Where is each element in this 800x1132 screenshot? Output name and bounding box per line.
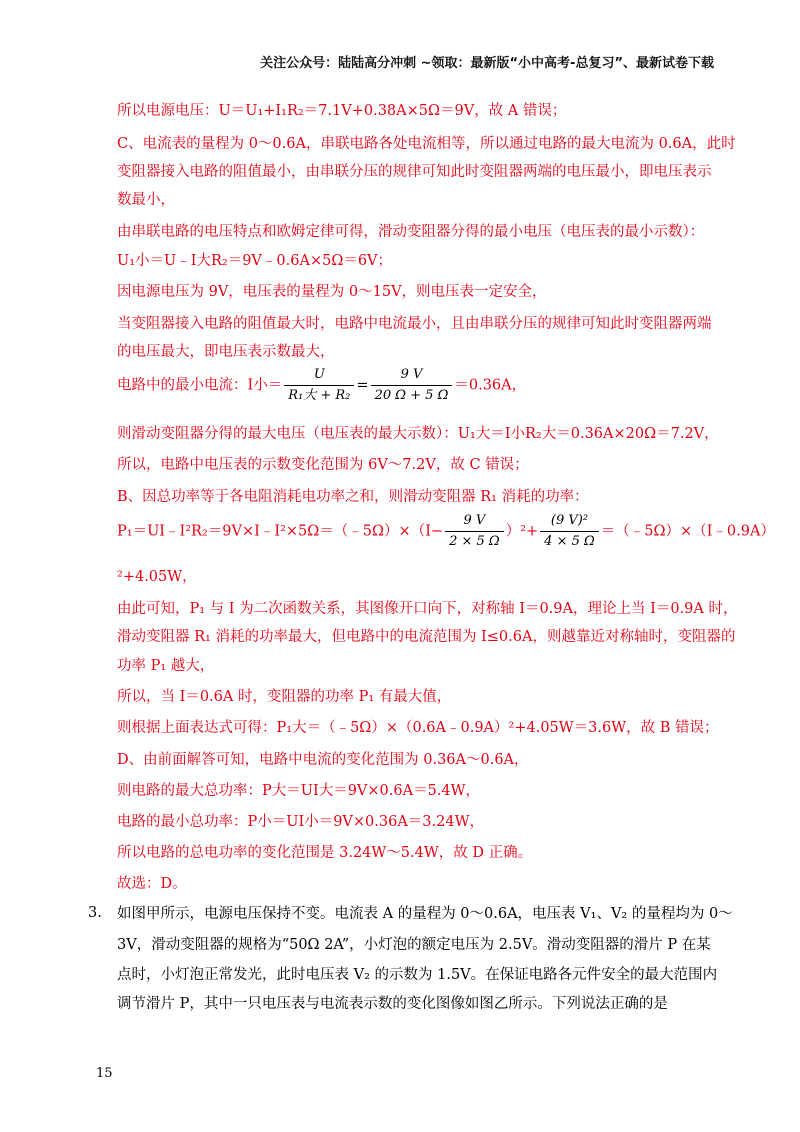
solution-line-19: 所以，当 I＝0.6A 时，变阻器的功率 P₁ 有最大值， [117, 689, 452, 705]
fraction-numerator: (9 V)² [540, 512, 599, 532]
fraction-9v-over-10 [445, 512, 504, 551]
fraction-denominator: 4 × 5 Ω [544, 534, 595, 549]
formula-prefix: P₁＝UI﹣I²R₂＝9V×I﹣I²×5Ω＝（﹣5Ω）×（I− [117, 523, 444, 540]
formula-suffix: ＝（﹣5Ω）×（I﹣0.9A） [600, 523, 775, 540]
solution-line-25: 故选：D。 [117, 876, 187, 892]
solution-line-23: 电路的最小总功率：P小＝UI小＝9V×0.36A＝3.24W， [117, 814, 484, 830]
fraction-denominator: 20 Ω + 5 Ω [374, 388, 449, 403]
solution-line-12: 所以，电路中电压表的示数变化范围为 6V～7.2V，故 C 错误； [117, 457, 529, 473]
fraction-numerator: 9 V [371, 366, 453, 386]
fraction-u-over-r [284, 366, 354, 405]
solution-line-15: ²+4.05W， [117, 569, 197, 585]
page-number: 15 [96, 1066, 113, 1081]
solution-line-9: 的电压最大，即电压表示数最大， [117, 344, 335, 360]
solution-line-8: 当变阻器接入电路的阻值最大时，电路中电流最小，且由串联分压的规律可知此时变阻器两端 [117, 316, 712, 332]
power-formula [117, 512, 775, 551]
solution-line-1: 所以电源电压：U＝U₁+I₁R₂＝7.1V+0.38A×5Ω＝9V，故 A 错误； [117, 103, 567, 119]
solution-line-17: 滑动变阻器 R₁ 消耗的功率最大，但电路中的电流范围为 I≤0.6A，则越靠近对称轴时，变阻器的 [117, 629, 736, 645]
fraction-denominator: R₁大 + R₂ [288, 388, 351, 403]
fraction-numerator: 9 V [445, 512, 504, 532]
page-header: 关注公众号：陆陆高分冲刺 ~领取：最新版“小中高考-总复习”、最新试卷下载 [260, 56, 714, 71]
formula-suffix: ＝0.36A， [454, 377, 527, 394]
formula-prefix: 电路中的最小电流：I小＝ [117, 377, 283, 394]
question-line-4: 调节滑片 P，其中一只电压表与电流表示数的变化图像如图乙所示。下列说法正确的是 [117, 996, 668, 1012]
solution-line-22: 则电路的最大总功率：P大＝UI大＝9V×0.6A＝5.4W， [117, 783, 481, 799]
fraction-numerator: U [284, 366, 354, 386]
solution-line-5: 由串联电路的电压特点和欧姆定律可得，滑动变阻器分得的最小电压（电压表的最小示数）： [117, 224, 705, 240]
solution-line-3: 变阻器接入电路的阻值最小，由串联分压的规律可知此时变阻器两端的电压最小，即电压表示 [117, 164, 712, 180]
solution-line-13: B、因总功率等于各电阻消耗电功率之和，则滑动变阻器 R₁ 消耗的功率： [117, 489, 589, 505]
question-line-3: 点时，小灯泡正常发光，此时电压表 V₂ 的示数为 1.5V。在保证电路各元件安全的最大范围内 [117, 967, 718, 983]
solution-line-7: 因电源电压为 9V，电压表的量程为 0～15V，则电压表一定安全， [117, 284, 547, 300]
min-current-formula: 电路中的最小电流：I小＝ $\frac{U}{\text{R₁大 + R₂}}$ = $\frac{9 V}{20 \Omega + 5 \Omega}$ ＝0.36A， [117, 367, 527, 403]
solution-line-20: 则根据上面表达式可得：P₁大＝（﹣5Ω）×（0.6A﹣0.9A）²+4.05W＝3.6W，故 B 错误； [117, 720, 719, 736]
fraction-81-over-20 [540, 512, 599, 551]
solution-line-4: 数最小， [117, 192, 175, 208]
solution-line-18: 功率 P₁ 越大， [117, 658, 215, 674]
fraction-denominator: 2 × 5 Ω [449, 534, 500, 549]
solution-line-11: 则滑动变阻器分得的最大电压（电压表的最大示数）：U₁大＝I小R₂大＝0.36A×20Ω＝7.2V， [117, 426, 719, 442]
solution-line-21: D、由前面解答可知，电路中电流的变化范围为 0.36A～0.6A， [117, 752, 529, 768]
solution-line-2: C、电流表的量程为 0～0.6A，串联电路各处电流相等，所以通过电路的最大电流为 0.6A，此时 [117, 136, 736, 152]
fraction-9v-over-25 [371, 366, 453, 405]
question-number: 3. [88, 905, 102, 921]
formula-middle: ）²+ [505, 523, 539, 540]
question-line-2: 3V，滑动变阻器的规格为“50Ω 2A”，小灯泡的额定电压为 2.5V。滑动变阻器的滑片 P 在某 [117, 937, 711, 953]
solution-line-6: U₁小＝U﹣I大R₂＝9V﹣0.6A×5Ω＝6V； [117, 253, 393, 269]
solution-line-24: 所以电路的总电功率的变化范围是 3.24W～5.4W，故 D 正确。 [117, 845, 533, 861]
question-line-1: 如图甲所示，电源电压保持不变。电流表 A 的量程为 0～0.6A，电压表 V₁、V₂ 的量程均为 0～ [117, 906, 733, 922]
solution-line-16: 由此可知，P₁ 与 I 为二次函数关系，其图像开口向下，对称轴 I＝0.9A，理论上当 I＝0.9A 时， [117, 601, 738, 617]
